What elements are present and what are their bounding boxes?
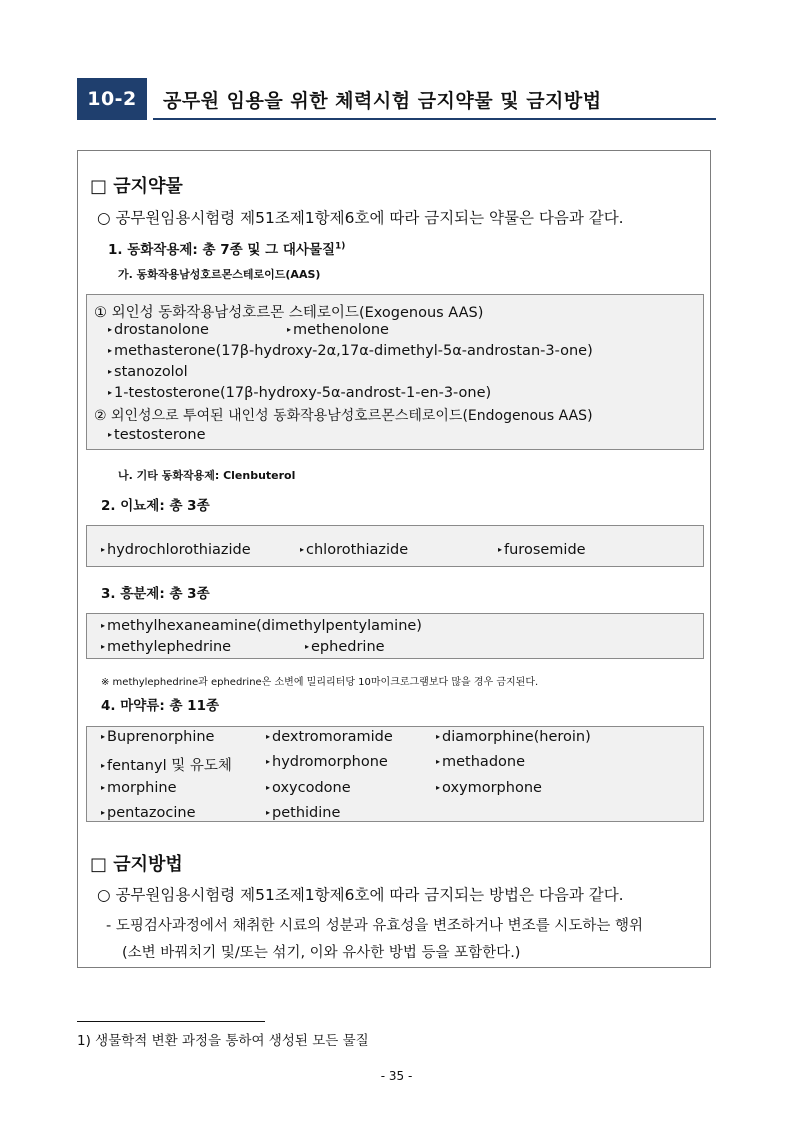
list-item: ▸ methylephedrine [101, 639, 232, 655]
list-item: ▸ hydrochlorothiazide [101, 542, 251, 558]
prohibited-drugs-intro: ○ 공무원임용시험령 제51조제1항제6호에 따라 금지되는 약물은 다음과 같다. [97, 209, 624, 227]
list-item: ▸ testosterone [108, 427, 206, 443]
triangle-bullet-icon: ▸ [436, 731, 441, 741]
triangle-bullet-icon: ▸ [101, 760, 106, 770]
triangle-bullet-icon: ▸ [305, 641, 310, 651]
triangle-bullet-icon: ▸ [101, 620, 106, 630]
triangle-bullet-icon: ▸ [101, 807, 106, 817]
triangle-bullet-icon: ▸ [287, 324, 292, 334]
narcotics-heading: 4. 마약류: 총 11종 [101, 698, 220, 714]
list-item: ▸ Buprenorphine [101, 729, 215, 745]
section-title: 공무원 임용을 위한 체력시험 금지약물 및 금지방법 [163, 90, 602, 112]
triangle-bullet-icon: ▸ [108, 366, 113, 376]
page-number: - 35 - [380, 1069, 413, 1083]
list-item: ▸ 1-testosterone(17β-hydroxy-5α-androst-1-en-3-one) [108, 385, 492, 401]
list-item: ▸ furosemide [498, 542, 586, 558]
list-item: ▸ methylhexaneamine(dimethylpentylamine) [101, 618, 422, 634]
list-item: ▸ dextromoramide [266, 729, 393, 745]
triangle-bullet-icon: ▸ [498, 544, 503, 554]
list-item: ▸ oxymorphone [436, 780, 542, 796]
prohibited-drugs-heading: □ 금지약물 [90, 176, 183, 197]
list-item: ▸ morphine [101, 780, 177, 796]
anabolic-heading-text: 1. 동화작용제: 총 7종 및 그 대사물질 [108, 242, 336, 258]
list-item: ▸ diamorphine(heroin) [436, 729, 591, 745]
anabolic-sub-a: 가. 동화작용남성호르몬스테로이드(AAS) [118, 268, 321, 281]
anabolic-heading [108, 238, 345, 258]
stimulants-note: ※ methylephedrine과 ephedrine은 소변에 밀리리터당 10마이크로그램보다 많을 경우 금지된다. [101, 677, 539, 688]
prohibited-methods-item-cont: (소변 바꿔치기 및/또는 섞기, 이와 유사한 방법 등을 포함한다.) [122, 945, 521, 961]
triangle-bullet-icon: ▸ [436, 782, 441, 792]
title-underline [153, 118, 716, 120]
list-item: ▸ hydromorphone [266, 754, 388, 770]
footnote: 1) 생물학적 변환 과정을 통하여 생성된 모든 물질 [77, 1033, 369, 1049]
exogenous-title: ① 외인성 동화작용남성호르몬 스테로이드(Exogenous AAS) [94, 305, 484, 321]
list-item: ▸ ephedrine [305, 639, 385, 655]
diuretics-heading: 2. 이뇨제: 총 3종 [101, 498, 210, 514]
triangle-bullet-icon: ▸ [108, 345, 113, 355]
list-item: ▸ methenolone [287, 322, 389, 338]
list-item: ▸ drostanolone [108, 322, 209, 338]
prohibited-methods-heading: □ 금지방법 [90, 854, 183, 875]
triangle-bullet-icon: ▸ [266, 731, 271, 741]
prohibited-methods-item: - 도핑검사과정에서 채취한 시료의 성분과 유효성을 변조하거나 변조를 시도하는 행위 [106, 918, 643, 934]
list-item: ▸ stanozolol [108, 364, 188, 380]
triangle-bullet-icon: ▸ [266, 756, 271, 766]
triangle-bullet-icon: ▸ [266, 782, 271, 792]
triangle-bullet-icon: ▸ [101, 544, 106, 554]
triangle-bullet-icon: ▸ [101, 782, 106, 792]
triangle-bullet-icon: ▸ [108, 387, 113, 397]
list-item: ▸ pethidine [266, 805, 341, 821]
list-item: ▸ chlorothiazide [300, 542, 409, 558]
stimulants-heading: 3. 흥분제: 총 3종 [101, 586, 210, 602]
prohibited-methods-intro: ○ 공무원임용시험령 제51조제1항제6호에 따라 금지되는 방법은 다음과 같다. [97, 886, 624, 904]
triangle-bullet-icon: ▸ [101, 731, 106, 741]
triangle-bullet-icon: ▸ [300, 544, 305, 554]
footnote-ref: 1) [335, 241, 346, 252]
list-item: ▸ methasterone(17β-hydroxy-2α,17α-dimethyl-5α-androstan-3-one) [108, 343, 593, 359]
triangle-bullet-icon: ▸ [101, 641, 106, 651]
list-item: ▸ pentazocine [101, 805, 196, 821]
anabolic-sub-b: 나. 기타 동화작용제: Clenbuterol [118, 469, 296, 482]
list-item: ▸ methadone [436, 754, 526, 770]
triangle-bullet-icon: ▸ [108, 324, 113, 334]
triangle-bullet-icon: ▸ [436, 756, 441, 766]
endogenous-title: ② 외인성으로 투여된 내인성 동화작용남성호르몬스테로이드(Endogenous AAS) [94, 408, 593, 424]
list-item: ▸ fentanyl 및 유도체 [101, 758, 232, 774]
list-item: ▸ oxycodone [266, 780, 351, 796]
triangle-bullet-icon: ▸ [108, 429, 113, 439]
footnote-divider [77, 1021, 265, 1022]
section-number: 10-2 [77, 78, 147, 120]
triangle-bullet-icon: ▸ [266, 807, 271, 817]
